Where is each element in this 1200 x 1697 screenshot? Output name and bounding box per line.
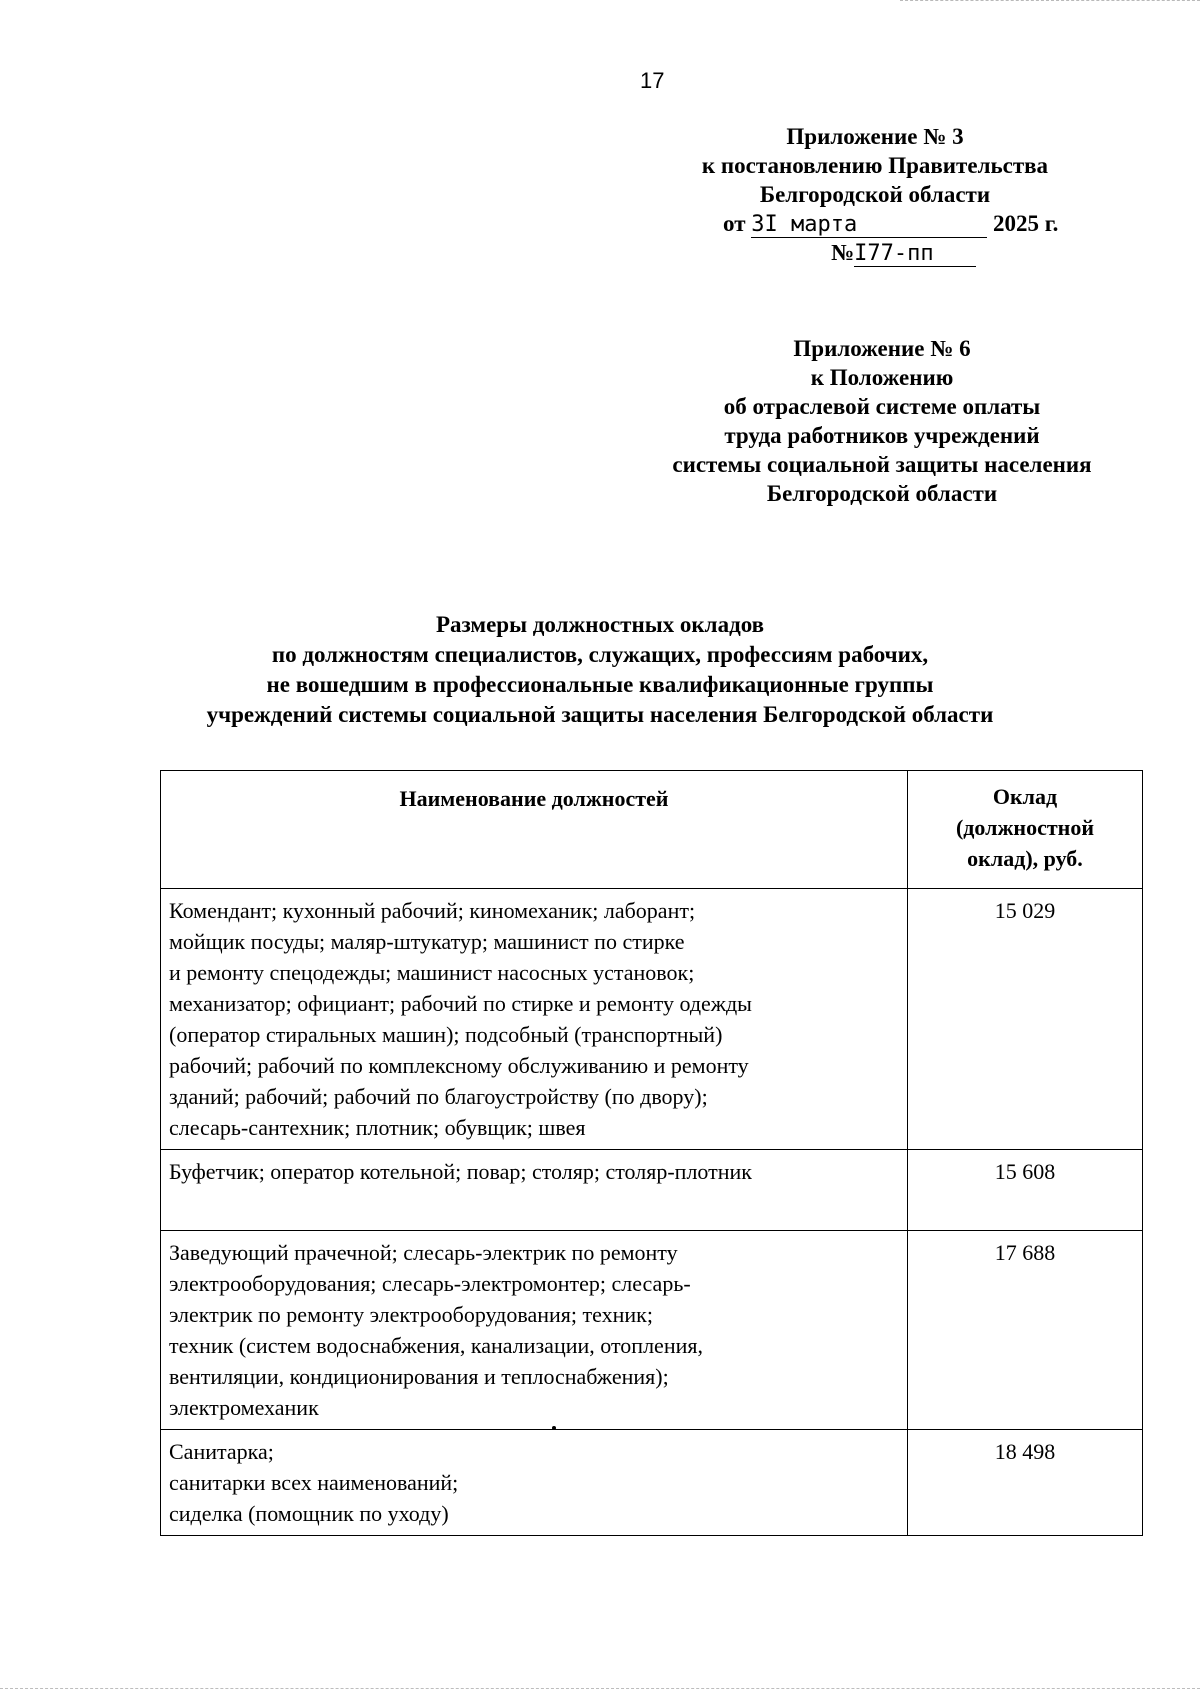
- position-names-cell: [161, 1430, 908, 1536]
- appendix-6-line-5: системы социальной защиты населения: [672, 452, 1092, 477]
- table-row: [161, 889, 1143, 1150]
- appendix-6-line-6: Белгородской области: [766, 481, 998, 506]
- appendix-3-decree: к постановлению Правительства: [701, 153, 1049, 178]
- appendix-3-date: [650, 209, 1100, 238]
- table-row: [161, 1231, 1143, 1430]
- position-line: вентиляции, кондиционирования и теплоснабжения);: [169, 1364, 669, 1389]
- salary-cell: 15 029: [908, 889, 1143, 1150]
- position-line: (оператор стиральных машин); подсобный (транспортный): [169, 1022, 723, 1047]
- position-line: Заведующий прачечной; слесарь-электрик по ремонту: [169, 1240, 678, 1265]
- position-line: рабочий; рабочий по комплексному обслуживанию и ремонту: [169, 1053, 749, 1078]
- position-line: слесарь-сантехник; плотник; обувщик; швея: [169, 1115, 586, 1140]
- appendix-6-line-3: об отраслевой системе оплаты: [723, 394, 1041, 419]
- position-line: сиделка (помощник по уходу): [169, 1501, 449, 1526]
- position-line: техник (систем водоснабжения, канализации, отопления,: [169, 1333, 703, 1358]
- appendix-3-number: [650, 238, 1100, 267]
- appendix-6-header: [632, 334, 1132, 508]
- position-line: Буфетчик; оператор котельной; повар; столяр; столяр-плотник: [169, 1159, 752, 1184]
- number-prefix: №: [831, 240, 855, 265]
- position-names-cell: [161, 889, 908, 1150]
- scan-edge-bottom: [0, 1688, 1200, 1690]
- header-salary-line-1: Оклад: [992, 784, 1058, 809]
- salary-cell: 18 498: [908, 1430, 1143, 1536]
- appendix-6-line-4: труда работников учреждений: [724, 423, 1040, 448]
- position-line: механизатор; официант; рабочий по стирке и ремонту одежды: [169, 991, 752, 1016]
- table-row: [161, 1150, 1143, 1231]
- header-salary: [908, 771, 1143, 889]
- document-title-line-1: Размеры должностных окладов: [435, 612, 765, 637]
- position-line: и ремонту спецодежды; машинист насосных установок;: [169, 960, 695, 985]
- appendix-3-title: Приложение № 3: [786, 124, 964, 149]
- scan-speck: [552, 1426, 556, 1430]
- header-position-name: Наименование должностей: [161, 771, 908, 889]
- position-line: электрик по ремонту электрооборудования; техник;: [169, 1302, 653, 1327]
- date-prefix: от: [723, 211, 746, 236]
- header-salary-line-2: (должностной: [955, 815, 1095, 840]
- date-value: 3I марта: [751, 213, 987, 238]
- salary-cell: 17 688: [908, 1231, 1143, 1430]
- position-line: Санитарка;: [169, 1439, 274, 1464]
- document-title-line-2: по должностям специалистов, служащих, профессиям рабочих,: [271, 642, 929, 667]
- position-line: электромеханик: [169, 1395, 319, 1420]
- number-value: I77-пп: [854, 242, 976, 267]
- appendix-6-title: Приложение № 6: [793, 336, 971, 361]
- date-year: 2025 г.: [993, 211, 1059, 236]
- document-title-line-3: не вошедшим в профессиональные квалификационные группы: [266, 672, 934, 697]
- page-number: 17: [640, 68, 665, 93]
- position-names-cell: [161, 1150, 908, 1231]
- salary-cell: 15 608: [908, 1150, 1143, 1231]
- position-names-cell: [161, 1231, 908, 1430]
- appendix-3-header: [650, 122, 1100, 267]
- scan-edge-top: [900, 0, 1200, 2]
- appendix-3-region: Белгородской области: [759, 182, 991, 207]
- document-title-line-4: учреждений системы социальной защиты населения Белгородской области: [206, 702, 994, 727]
- table-row: [161, 1430, 1143, 1536]
- appendix-6-line-2: к Положению: [810, 365, 954, 390]
- header-salary-line-3: оклад), руб.: [967, 846, 1083, 871]
- position-line: зданий; рабочий; рабочий по благоустройству (по двору);: [169, 1084, 708, 1109]
- table-header-row: [161, 771, 1143, 889]
- salary-table: [160, 770, 1143, 1536]
- position-line: санитарки всех наименований;: [169, 1470, 459, 1495]
- document-title: [100, 610, 1100, 730]
- position-line: мойщик посуды; маляр-штукатур; машинист по стирке: [169, 929, 685, 954]
- position-line: Комендант; кухонный рабочий; киномеханик; лаборант;: [169, 898, 696, 923]
- position-line: электрооборудования; слесарь-электромонтер; слесарь-: [169, 1271, 691, 1296]
